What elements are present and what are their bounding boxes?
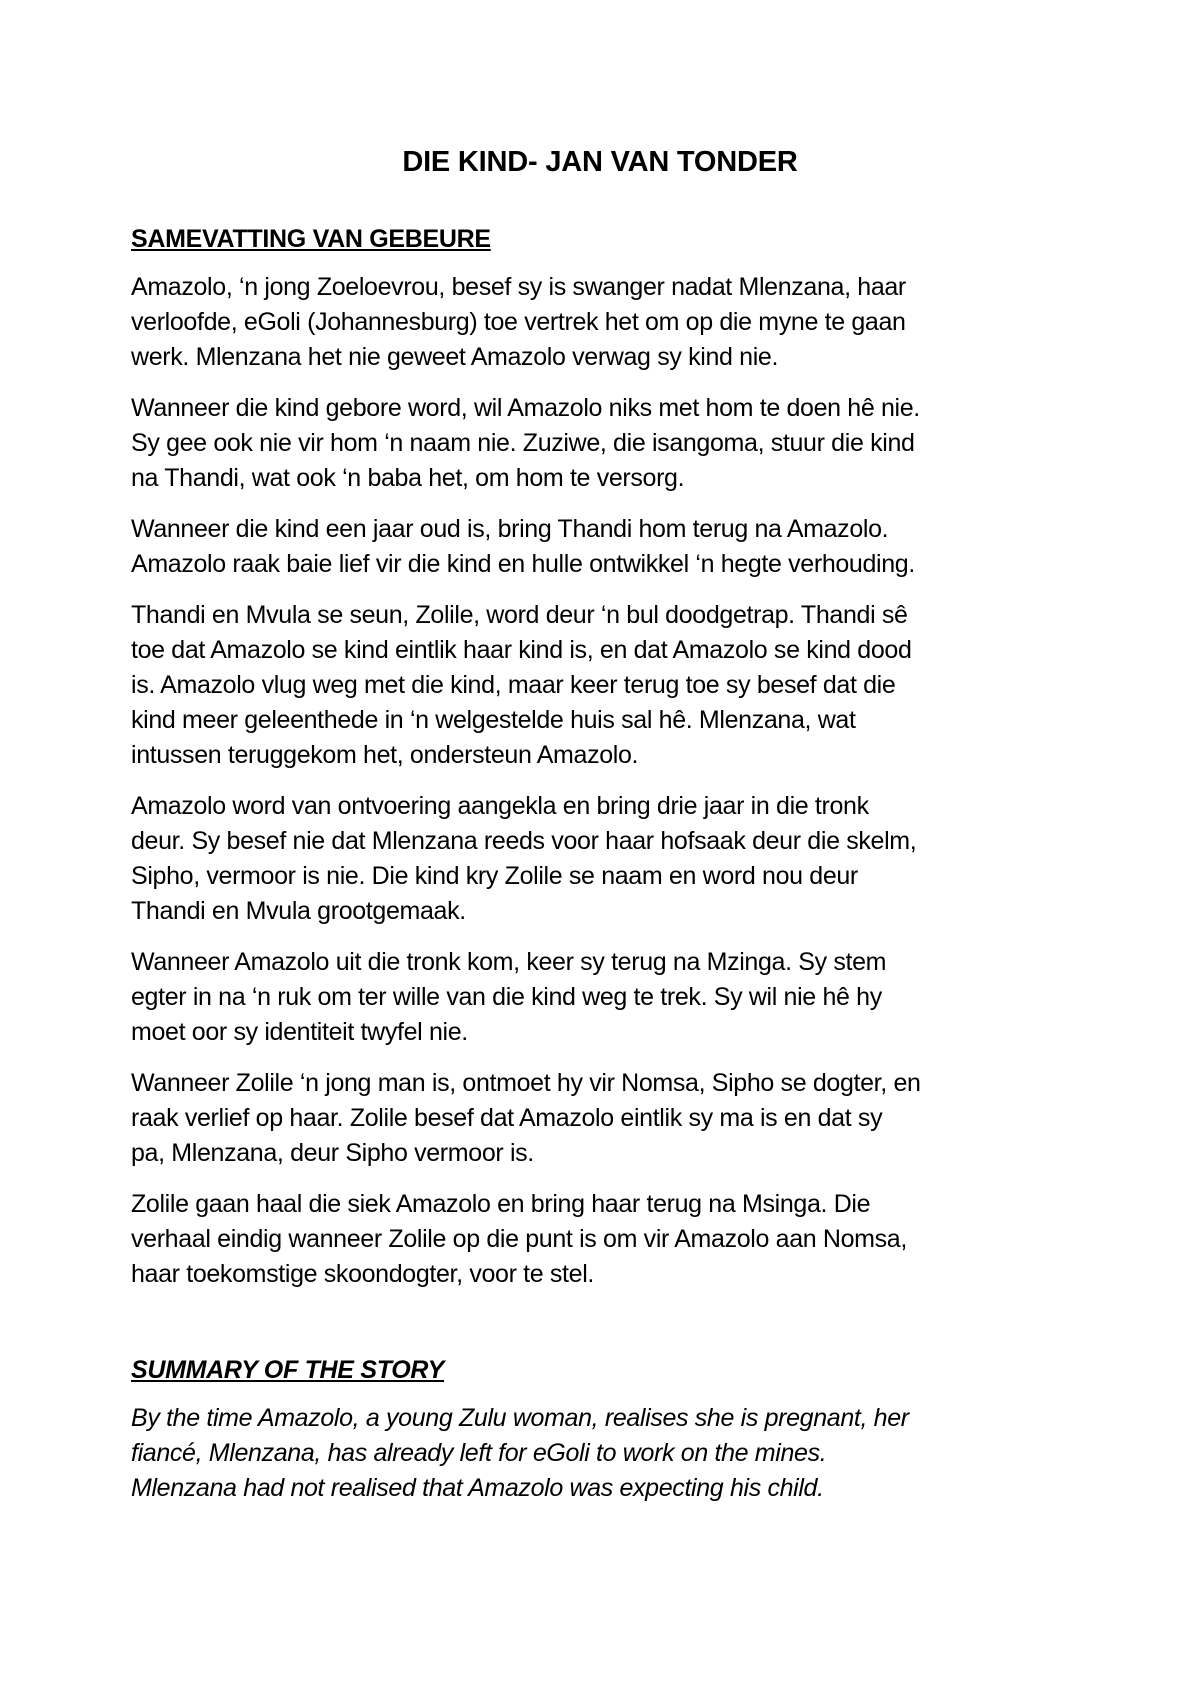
text-line: Sipho, vermoor is nie. Die kind kry Zolile se naam en word nou deur bbox=[131, 862, 858, 890]
text-line: Mlenzana had not realised that Amazolo was expecting his child. bbox=[131, 1474, 824, 1502]
paragraph bbox=[131, 945, 1069, 1050]
paragraph bbox=[131, 391, 1069, 496]
text-line: Thandi en Mvula se seun, Zolile, word deur ‘n bul doodgetrap. Thandi sê bbox=[131, 601, 908, 629]
text-line: fiancé, Mlenzana, has already left for eGoli to work on the mines. bbox=[131, 1439, 827, 1467]
text-line: Wanneer Amazolo uit die tronk kom, keer sy terug na Mzinga. Sy stem bbox=[131, 948, 887, 976]
paragraph bbox=[131, 512, 1069, 582]
text-line: kind meer geleenthede in ‘n welgestelde huis sal hê. Mlenzana, wat bbox=[131, 706, 856, 734]
text-line: deur. Sy besef nie dat Mlenzana reeds voor haar hofsaak deur die skelm, bbox=[131, 827, 917, 855]
text-line: verloofde, eGoli (Johannesburg) toe vertrek het om op die myne te gaan bbox=[131, 308, 906, 336]
afrikaans-summary-section bbox=[131, 225, 1069, 1292]
text-line: Wanneer die kind gebore word, wil Amazolo niks met hom te doen hê nie. bbox=[131, 394, 920, 422]
text-line: Wanneer Zolile ‘n jong man is, ontmoet hy vir Nomsa, Sipho se dogter, en bbox=[131, 1069, 921, 1097]
text-line: Amazolo word van ontvoering aangekla en bring drie jaar in die tronk bbox=[131, 792, 869, 820]
text-line: raak verlief op haar. Zolile besef dat Amazolo eintlik sy ma is en dat sy bbox=[131, 1104, 883, 1132]
paragraph bbox=[131, 1066, 1069, 1171]
text-line: Thandi en Mvula grootgemaak. bbox=[131, 897, 466, 925]
text-line: verhaal eindig wanneer Zolile op die punt is om vir Amazolo aan Nomsa, bbox=[131, 1225, 907, 1253]
paragraph bbox=[131, 1187, 1069, 1292]
document-title: DIE KIND- JAN VAN TONDER bbox=[402, 146, 798, 178]
text-line: By the time Amazolo, a young Zulu woman, realises she is pregnant, her bbox=[131, 1404, 909, 1432]
text-line: intussen teruggekom het, ondersteun Amazolo. bbox=[131, 741, 639, 769]
text-line: toe dat Amazolo se kind eintlik haar kind is, en dat Amazolo se kind dood bbox=[131, 636, 912, 664]
text-line: Amazolo raak baie lief vir die kind en hulle ontwikkel ‘n hegte verhouding. bbox=[131, 550, 915, 578]
text-line: Zolile gaan haal die siek Amazolo en bring haar terug na Msinga. Die bbox=[131, 1190, 871, 1218]
text-line: na Thandi, wat ook ‘n baba het, om hom te versorg. bbox=[131, 464, 685, 492]
english-summary-section bbox=[131, 1356, 1069, 1506]
section-heading-summary: SUMMARY OF THE STORY bbox=[131, 1356, 445, 1384]
text-line: egter in na ‘n ruk om ter wille van die kind weg te trek. Sy wil nie hê hy bbox=[131, 983, 882, 1011]
document-page bbox=[131, 146, 1069, 1522]
text-line: Sy gee ook nie vir hom ‘n naam nie. Zuziwe, die isangoma, stuur die kind bbox=[131, 429, 915, 457]
text-line: Amazolo, ‘n jong Zoeloevrou, besef sy is swanger nadat Mlenzana, haar bbox=[131, 273, 906, 301]
text-line: moet oor sy identiteit twyfel nie. bbox=[131, 1018, 468, 1046]
section-heading-samevatting: SAMEVATTING VAN GEBEURE bbox=[131, 225, 491, 253]
paragraph bbox=[131, 270, 1069, 375]
text-line: werk. Mlenzana het nie geweet Amazolo verwag sy kind nie. bbox=[131, 343, 779, 371]
paragraph bbox=[131, 598, 1069, 773]
paragraph bbox=[131, 789, 1069, 929]
section-spacer bbox=[131, 1308, 1069, 1356]
text-line: Wanneer die kind een jaar oud is, bring Thandi hom terug na Amazolo. bbox=[131, 515, 889, 543]
text-line: haar toekomstige skoondogter, voor te stel. bbox=[131, 1260, 595, 1288]
text-line: pa, Mlenzana, deur Sipho vermoor is. bbox=[131, 1139, 534, 1167]
text-line: is. Amazolo vlug weg met die kind, maar keer terug toe sy besef dat die bbox=[131, 671, 896, 699]
paragraph bbox=[131, 1401, 1069, 1506]
